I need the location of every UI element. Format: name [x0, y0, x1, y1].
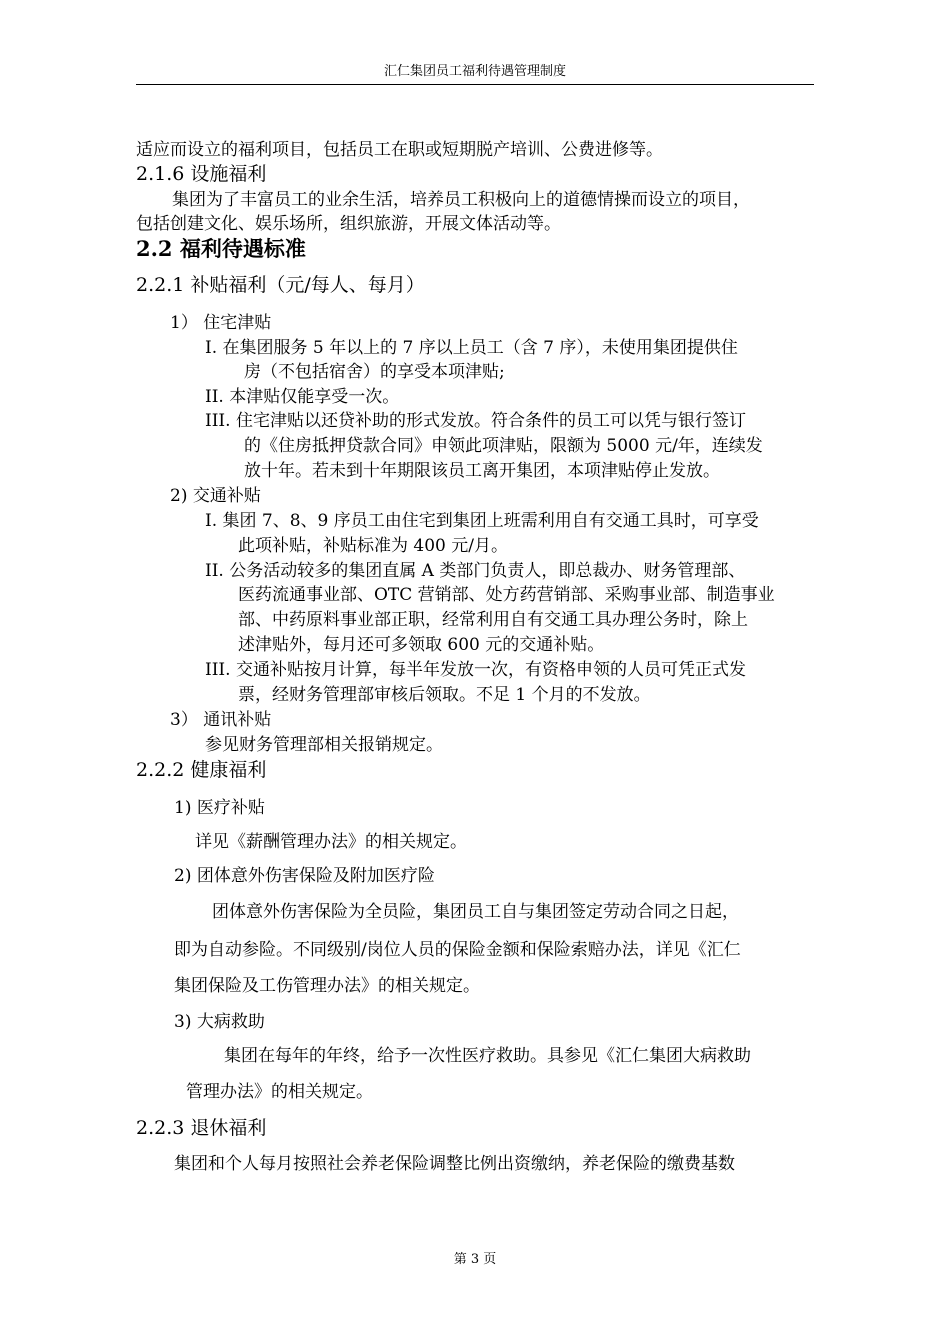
body-line: 参见财务管理部相关报销规定。	[205, 735, 443, 755]
section-heading-2-2: 2.2 福利待遇标准	[136, 236, 306, 261]
list-item-cont: 放十年。若未到十年期限该员工离开集团，本项津贴停止发放。	[244, 461, 720, 481]
list-item: III. 交通补贴按月计算，每半年发放一次，有资格申领的人员可凭正式发	[205, 660, 746, 680]
list-item-cont: 房（不包括宿舍）的享受本项津贴;	[244, 362, 505, 382]
list-item-cont: 此项补贴，补贴标准为 400 元/月。	[238, 536, 508, 556]
section-heading-2-2-2: 2.2.2 健康福利	[136, 759, 267, 781]
body-line: 集团和个人每月按照社会养老保险调整比例出资缴纳，养老保险的缴费基数	[174, 1154, 735, 1174]
list-item-cont: 票，经财务管理部审核后领取。不足 1 个月的不发放。	[238, 685, 651, 705]
list-item-heading: 1) 医疗补贴	[174, 798, 265, 818]
list-item-cont: 述津贴外，每月还可多领取 600 元的交通补贴。	[238, 635, 605, 655]
list-item: II. 本津贴仅能享受一次。	[205, 387, 400, 407]
body-line: 集团在每年的年终，给予一次性医疗救助。具参见《汇仁集团大病救助	[224, 1046, 751, 1066]
list-item-cont: 部、中药原料事业部正职，经常利用自有交通工具办理公务时，除上	[238, 610, 748, 630]
page-header: 汇仁集团员工福利待遇管理制度	[136, 62, 814, 85]
list-item: II. 公务活动较多的集团直属 A 类部门负责人，即总裁办、财务管理部、	[205, 561, 746, 581]
body-line: 团体意外伤害保险为全员险，集团员工自与集团签定劳动合同之日起，	[212, 902, 739, 922]
list-item-cont: 医药流通事业部、OTC 营销部、处方药营销部、采购事业部、制造事业	[238, 585, 775, 605]
body-line: 详见《薪酬管理办法》的相关规定。	[195, 832, 467, 852]
body-line: 适应而设立的福利项目，包括员工在职或短期脱产培训、公费进修等。	[136, 140, 663, 160]
body-line: 包括创建文化、娱乐场所，组织旅游，开展文体活动等。	[136, 214, 561, 234]
body-line: 集团为了丰富员工的业余生活，培养员工积极向上的道德情操而设立的项目，	[172, 190, 750, 210]
list-item: I. 在集团服务 5 年以上的 7 序以上员工（含 7 序），未使用集团提供住	[205, 338, 738, 358]
section-heading-2-2-3: 2.2.3 退休福利	[136, 1117, 267, 1139]
list-item-heading: 1） 住宅津贴	[170, 313, 272, 333]
body-line: 管理办法》的相关规定。	[186, 1082, 373, 1102]
page-number: 第 3 页	[453, 1252, 497, 1267]
list-item-heading: 2) 交通补贴	[170, 486, 261, 506]
list-item-heading: 3） 通讯补贴	[170, 710, 272, 730]
list-item: I. 集团 7、8、9 序员工由住宅到集团上班需利用自有交通工具时，可享受	[205, 511, 759, 531]
list-item: III. 住宅津贴以还贷补助的形式发放。符合条件的员工可以凭与银行签订	[205, 411, 746, 431]
list-item-cont: 的《住房抵押贷款合同》申领此项津贴，限额为 5000 元/年，连续发	[244, 436, 763, 456]
list-item-heading: 3) 大病救助	[174, 1012, 265, 1032]
section-heading-2-1-6: 2.1.6 设施福利	[136, 163, 267, 185]
body-line: 集团保险及工伤管理办法》的相关规定。	[174, 976, 480, 996]
body-line: 即为自动参险。不同级别/岗位人员的保险金额和保险索赔办法，详见《汇仁	[174, 940, 741, 960]
list-item-heading: 2) 团体意外伤害保险及附加医疗险	[174, 866, 435, 886]
section-heading-2-2-1: 2.2.1 补贴福利（元/每人、每月）	[136, 274, 425, 296]
